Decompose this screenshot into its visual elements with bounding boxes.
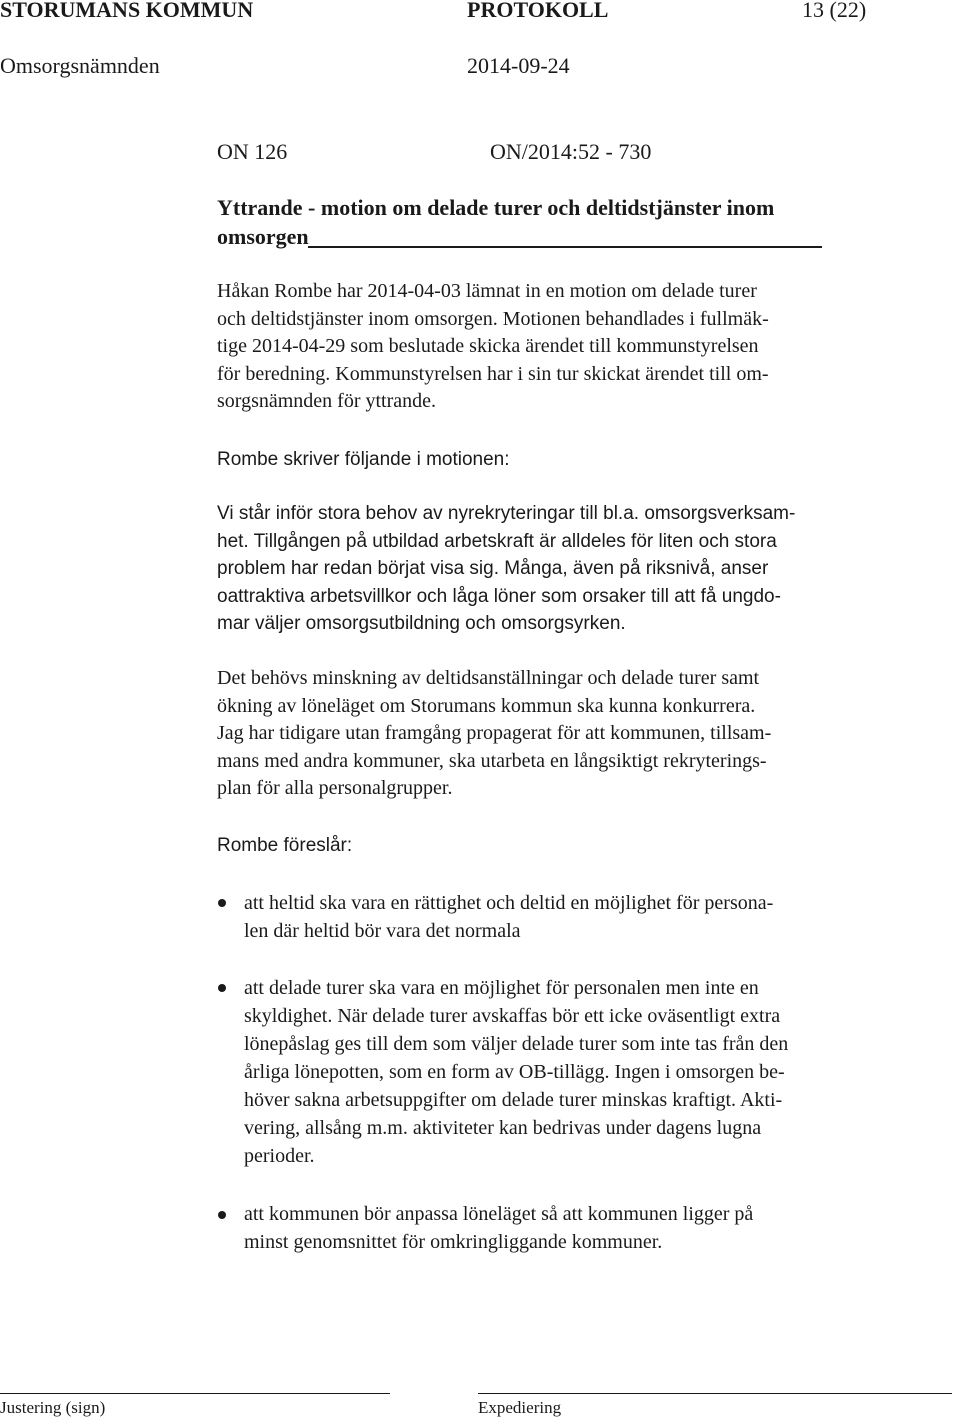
text-line: att heltid ska vara en rättighet och deltid en möjlighet för persona-	[244, 892, 774, 914]
text-line: Håkan Rombe har 2014-04-03 lämnat in en motion om delade turer	[217, 280, 757, 302]
text-line: att kommunen bör anpassa löneläget så att kommunen ligger på	[244, 1203, 754, 1225]
bullet-item-2	[244, 974, 924, 1170]
committee-name: Omsorgsnämnden	[0, 53, 160, 78]
page-number: 13 (22)	[802, 0, 867, 22]
text-line: ökning av löneläget om Storumans kommun ska kunna konkurrera.	[217, 694, 756, 717]
text-line: Rombe föreslår:	[217, 835, 353, 856]
text-line: Rombe skriver följande i motionen:	[217, 449, 510, 470]
dispatch-label: Expediering	[478, 1398, 562, 1417]
text-line: att delade turer ska vara en möjlighet för personalen men inte en	[244, 977, 759, 999]
proposal-intro	[217, 832, 907, 860]
text-line: höver sakna arbetsuppgifter om delade turer minskas kraftigt. Akti-	[244, 1089, 783, 1111]
text-line: årliga lönepotten, som en form av OB-tillägg. Ingen i omsorgen be-	[244, 1061, 785, 1083]
quote-paragraph-1	[217, 500, 907, 638]
case-number: ON 126	[217, 139, 288, 164]
text-line: Det behövs minskning av deltidsanställningar och delade turer samt	[217, 667, 760, 689]
text-line: lönepåslag ges till dem som väljer delade turer som inte tas från den	[244, 1033, 789, 1055]
case-title-line-2: omsorgen	[217, 224, 309, 249]
text-line: och deltidstjänster inom omsorgen. Motionen behandlades i fullmäk-	[217, 307, 769, 330]
text-line: sorgsnämnden för yttrande.	[217, 390, 437, 412]
bullet-icon	[218, 899, 226, 907]
bullet-item-1	[244, 889, 924, 945]
text-line: minst genomsnittet för omkringliggande kommuner.	[244, 1231, 663, 1253]
text-line: tige 2014-04-29 som beslutade skicka ärendet till kommunstyrelsen	[217, 335, 759, 357]
case-reference: ON/2014:52 - 730	[490, 139, 652, 164]
text-line: len där heltid bör vara det normala	[244, 920, 521, 942]
bullet-item-3	[244, 1200, 924, 1256]
text-line: mar väljer omsorgsutbildning och omsorgsyrken.	[217, 613, 626, 634]
intro-paragraph	[217, 278, 907, 416]
text-line: plan för alla personalgrupper.	[217, 777, 453, 799]
text-line: mans med andra kommuner, ska utarbeta en långsiktigt rekryterings-	[217, 749, 767, 772]
text-line: skyldighet. När delade turer avskaffas bör ett icke oväsentligt extra	[244, 1005, 781, 1027]
footer-rule-left	[0, 1393, 390, 1394]
quote-paragraph-2	[217, 665, 907, 803]
document-type: PROTOKOLL	[467, 0, 609, 22]
text-line: för beredning. Kommunstyrelsen har i sin tur skickat ärendet till om-	[217, 362, 769, 385]
bullet-icon	[218, 1211, 226, 1219]
bullet-icon	[218, 984, 226, 992]
text-line: problem har redan börjat visa sig. Många, även på riksnivå, anser	[217, 558, 769, 579]
signature-label: Justering (sign)	[0, 1398, 106, 1417]
footer-rule-right	[478, 1393, 952, 1394]
case-title-line-1: Yttrande - motion om delade turer och deltidstjänster inom	[217, 195, 775, 220]
text-line: Jag har tidigare utan framgång propagerat för att kommunen, tillsam-	[217, 722, 772, 744]
text-line: Vi står inför stora behov av nyrekryteringar till bl.a. omsorgsverksam-	[217, 503, 796, 524]
quote-intro	[217, 446, 907, 474]
municipality-name: STORUMANS KOMMUN	[0, 0, 254, 22]
title-underline	[308, 246, 822, 248]
text-line: het. Tillgången på utbildad arbetskraft är alldeles för liten och stora	[217, 530, 777, 552]
text-line: perioder.	[244, 1145, 315, 1167]
text-line: vering, allsång m.m. aktiviteter kan bedrivas under dagens lugna	[244, 1117, 762, 1139]
meeting-date: 2014-09-24	[467, 53, 570, 78]
text-line: oattraktiva arbetsvillkor och låga löner som orsaker till att få ungdo-	[217, 585, 781, 607]
